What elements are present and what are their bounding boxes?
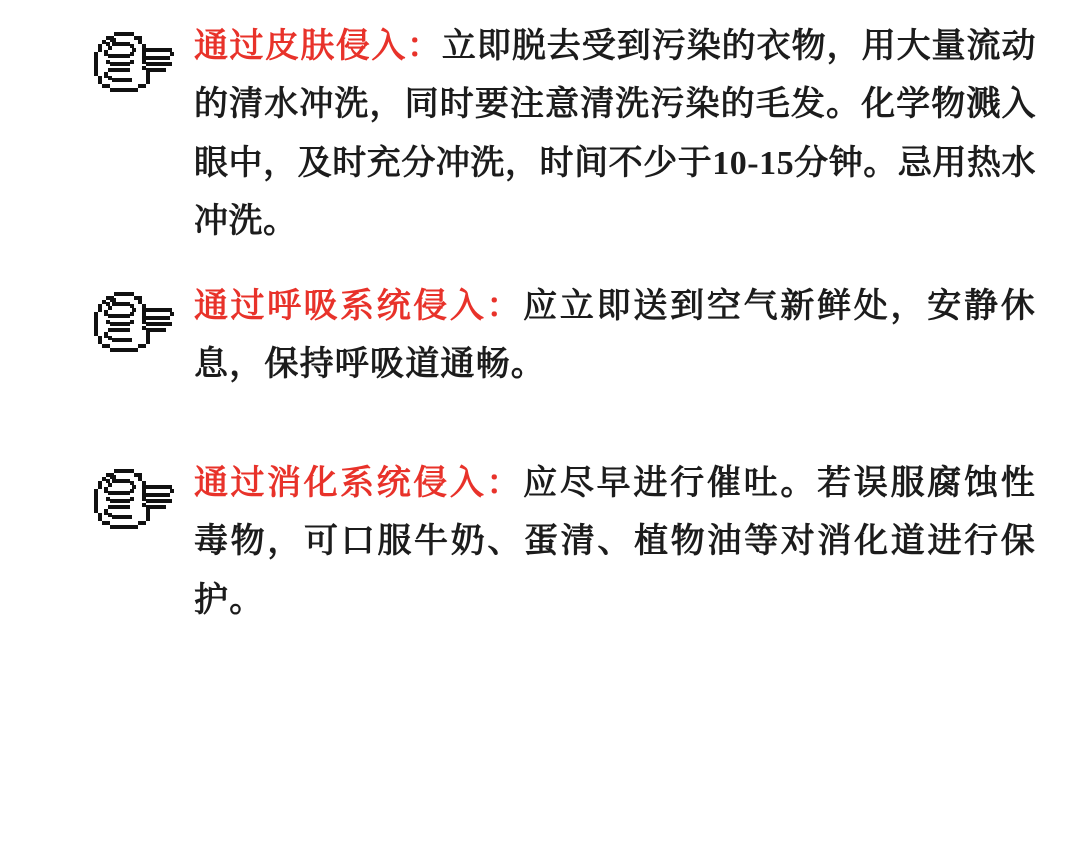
pointing-hand-icon (86, 28, 178, 100)
entry-separator: ： (406, 28, 442, 65)
pointing-hand-icon (86, 465, 178, 537)
entry-body: 应尽早进行催吐。若误服腐蚀性毒物，可口服牛奶、蛋清、植物油等对消化道进行保护。 (194, 464, 1036, 619)
entry-body: 立即脱去受到污染的衣物，用大量流动的清水冲洗，同时要注意清洗污染的毛发。化学物溅入眼中，及时充分冲洗，时间不少于10-15分钟。忌用热水冲洗。 (194, 28, 1037, 241)
list-item (44, 18, 1036, 252)
pointing-hand-icon (86, 288, 178, 360)
entry-text (194, 18, 1036, 252)
bullet-cell (44, 18, 194, 100)
entry-lead: 通过皮肤侵入 (194, 28, 407, 65)
entry-lead: 通过消化系统侵入 (194, 464, 487, 502)
bullet-cell (44, 278, 194, 360)
entry-separator: ： (486, 464, 524, 502)
paragraph (194, 18, 1036, 252)
entry-lead: 通过呼吸系统侵入 (194, 287, 487, 325)
entry-body: 应立即送到空气新鲜处，安静休息，保持呼吸道通畅。 (194, 287, 1036, 384)
list-item (44, 278, 1036, 395)
list-item (44, 455, 1036, 630)
entry-separator: ： (486, 287, 524, 325)
entry-text (194, 278, 1036, 395)
entry-text (194, 455, 1036, 630)
bullet-cell (44, 455, 194, 537)
paragraph (194, 455, 1036, 630)
paragraph (194, 278, 1036, 395)
